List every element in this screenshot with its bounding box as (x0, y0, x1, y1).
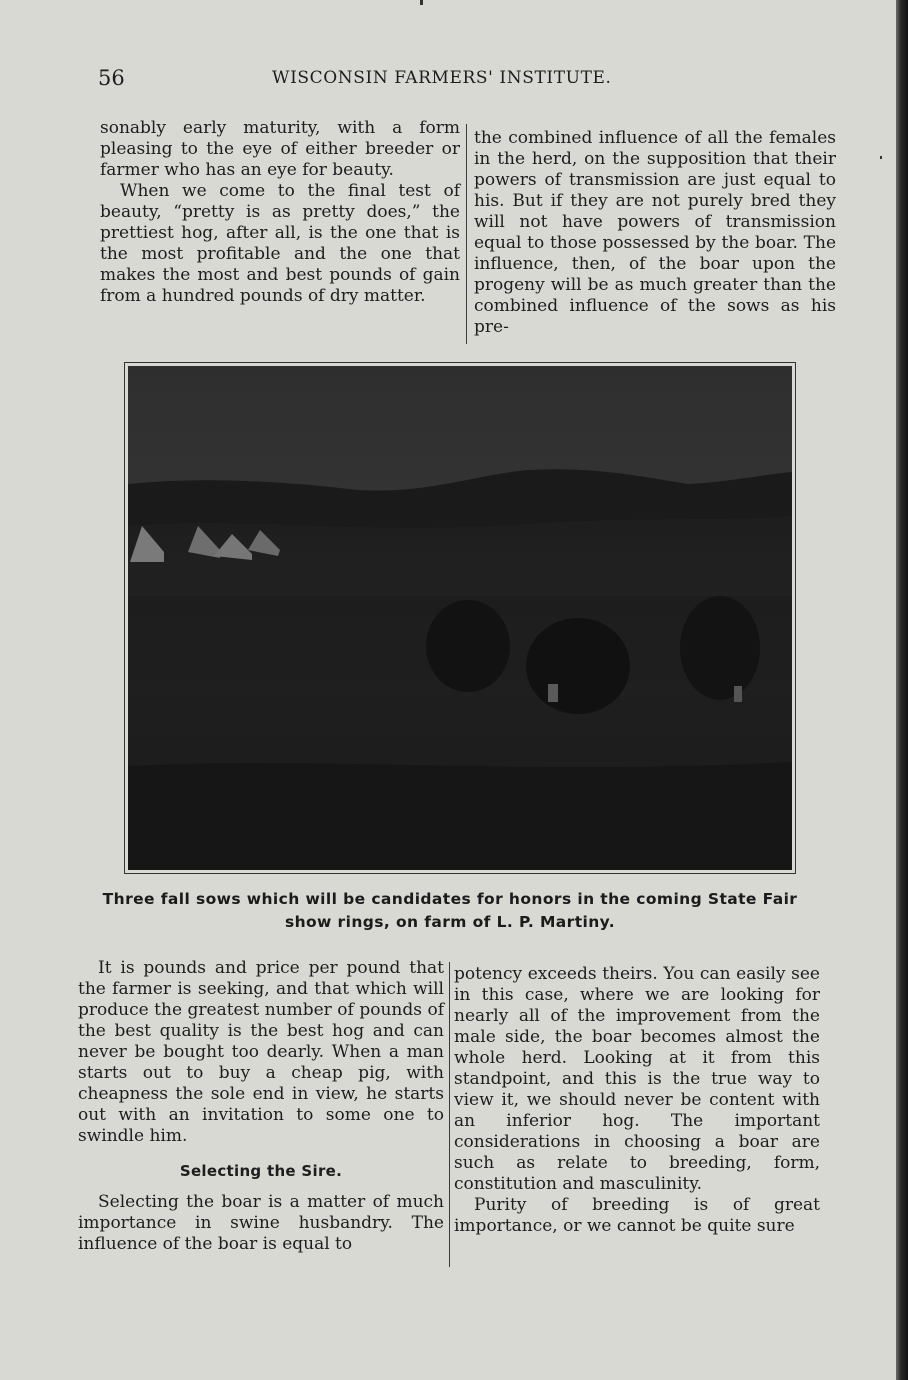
page-header (98, 66, 668, 96)
column-divider (466, 124, 467, 344)
scan-speck (880, 156, 882, 159)
top-left-column (100, 118, 460, 307)
figure-caption: Three fall sows which will be candidates for honors in the coming State Fair show rings, on farm of L. P. Martiny. (102, 890, 798, 931)
scan-edge-shadow (896, 0, 908, 1380)
running-title: WISCONSIN FARMERS' INSTITUTE. (272, 68, 612, 88)
bottom-left-column (78, 958, 444, 1255)
paragraph: the combined influence of all the females in the herd, on the supposition that their powers of transmission are just equal to his. But if they are not purely bred they will not have powers of transmission equal to those possessed by the boar. The influence, then, of the boar upon the progeny will be as much greater than the combined influence of the sows as his pre- (474, 128, 836, 337)
paragraph: It is pounds and price per pound that the farmer is seeking, and that which will produce the greatest number of pounds of the best quality is the best hog and can never be bought too dearly. When a man starts out to buy a cheap pig, with cheapness the sole end in view, he starts out with an invitation to some one to swindle him. (78, 958, 444, 1146)
paragraph: potency exceeds theirs. You can easily see in this case, where we are looking for nearly all of the improvement from the male side, the boar becomes almost the whole herd. Looking at it from this standpoint, and this is the true way to view it, we should never be content with an inferior hog. The important considerations in choosing a boar are such as relate to breeding, form, constitution and masculinity. (454, 964, 820, 1194)
sows-in-pasture-photo (128, 366, 792, 870)
bottom-right-column (454, 964, 820, 1237)
page-number: 56 (98, 66, 125, 90)
paragraph: Selecting the boar is a matter of much importance in swine husbandry. The influence of the boar is equal to (78, 1192, 444, 1254)
paragraph: sonably early maturity, with a form pleasing to the eye of either breeder or farmer who has an eye for beauty. (100, 118, 460, 180)
column-divider (449, 962, 450, 1267)
paragraph: When we come to the final test of beauty, “pretty is as pretty does,” the prettiest hog, after all, is the one that is the most profitable and the one that makes the most and best pounds of gain from a hundred pounds of dry matter. (100, 181, 460, 306)
halftone-photograph (124, 362, 796, 874)
top-right-column (474, 128, 836, 338)
scan-speck (420, 0, 423, 5)
paragraph: Purity of breeding is of great importance, or we cannot be quite sure (454, 1195, 820, 1236)
section-heading: Selecting the Sire. (179, 1162, 343, 1180)
